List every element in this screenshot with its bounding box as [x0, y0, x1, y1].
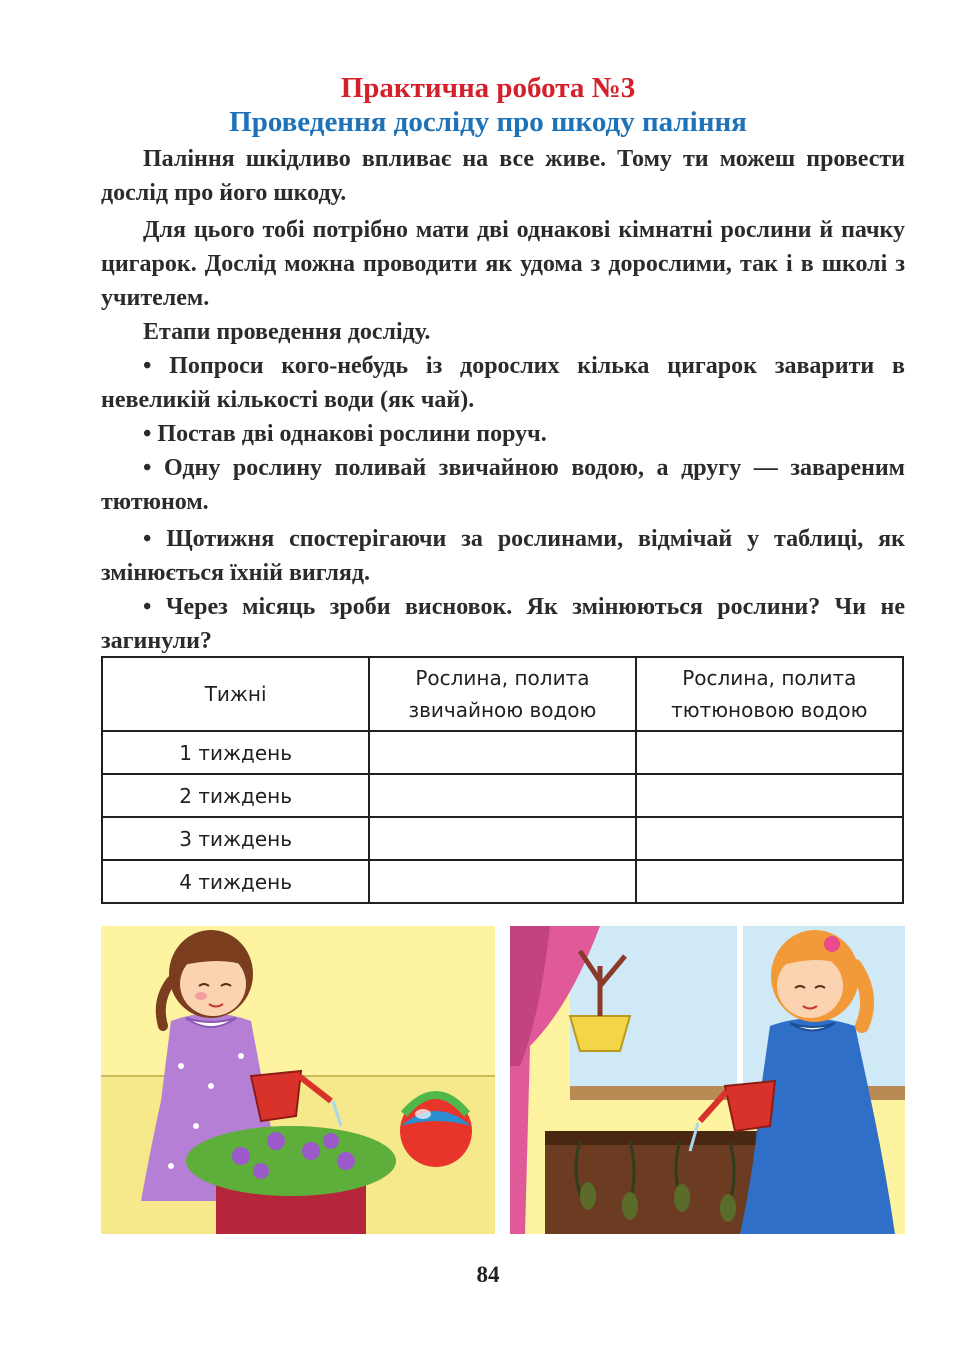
step-item: • Через місяць зроби висновок. Як змінюються рослини? Чи не загинули? — [101, 590, 905, 658]
plain-water-cell — [369, 860, 635, 903]
girl-watering-flowers-illustration — [101, 926, 495, 1234]
observation-table — [101, 656, 904, 904]
page-subtitle: Проведення досліду про шкоду паління — [229, 106, 747, 138]
page-number: 84 — [476, 1262, 500, 1287]
step-item: • Щотижня спостерігаючи за рослинами, відмічай у таблиці, як змінюється їхній вигляд. — [101, 522, 905, 590]
page-title: Практична робота №3 — [340, 72, 636, 104]
step-item: • Одну рослину поливай звичайною водою, а другу — завареним тютюном. — [101, 451, 905, 519]
paragraph-intro: Паління шкідливо впливає на все живе. Тому ти можеш провести дослід про його шкоду. — [101, 146, 905, 206]
header-tobacco-water: Рослина, полита тютюновою водою — [636, 657, 903, 731]
table-row — [102, 774, 903, 817]
table-row — [102, 860, 903, 903]
plain-water-cell — [369, 774, 635, 817]
table-header-row — [102, 657, 903, 731]
tobacco-water-cell — [636, 774, 903, 817]
header-weeks: Тижні — [102, 657, 369, 731]
tobacco-water-cell — [636, 817, 903, 860]
body-text — [101, 142, 905, 658]
table-row — [102, 817, 903, 860]
step-item: • Попроси кого-небудь із дорослих кілька цигарок заварити в невеликій кількості води (як чай). — [101, 349, 905, 417]
table-row — [102, 731, 903, 774]
paragraph-requirements: Для цього тобі потрібно мати дві однакові кімнатні рослини й пачку цигарок. Дослід можна проводити як удома з дорослими, так і в школі з учителем. — [101, 217, 905, 311]
step-item: • Постав дві однакові рослини поруч. — [101, 417, 905, 451]
plain-water-cell — [369, 817, 635, 860]
paragraph-stages: Етапи проведення досліду. — [143, 319, 431, 345]
week-cell: 1 тиждень — [102, 731, 369, 774]
tobacco-water-cell — [636, 731, 903, 774]
week-cell: 4 тиждень — [102, 860, 369, 903]
week-cell: 2 тиждень — [102, 774, 369, 817]
tobacco-water-cell — [636, 860, 903, 903]
header-plain-water: Рослина, полита звичайною водою — [369, 657, 635, 731]
week-cell: 3 тиждень — [102, 817, 369, 860]
plain-water-cell — [369, 731, 635, 774]
girl-watering-wilted-plant-illustration — [510, 926, 905, 1234]
